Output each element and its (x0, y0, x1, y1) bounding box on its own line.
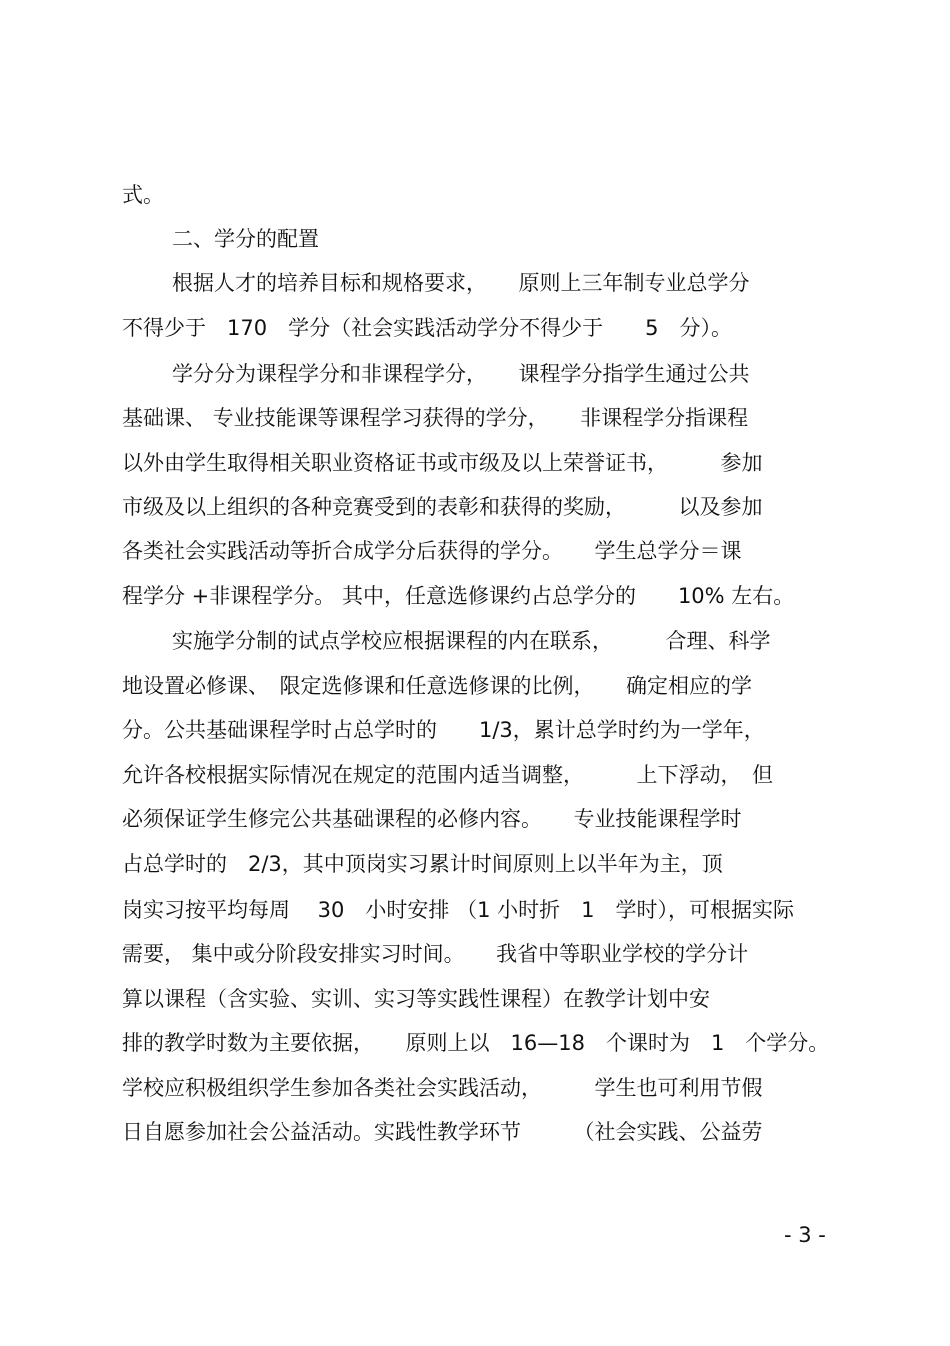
text-line: 程学分 +非课程学分。 其中，任意选修课约占总学分的 10% 左右。 (122, 584, 795, 608)
section-heading: 二、学分的配置 (172, 227, 319, 251)
text-line: 排的教学时数为主要依据， 原则上以 16—18 个课时为 1 个学分。 (122, 1031, 830, 1055)
page-number: - 3 - (784, 1223, 826, 1247)
text-line: 占总学时的 2/3，其中顶岗实习累计时间原则上以半年为主，顶 (122, 852, 723, 876)
text-line: 学分分为课程学分和非课程学分， 课程学分指学生通过公共 (172, 362, 750, 386)
text-line: 地设置必修课、 限定选修课和任意选修课的比例， 确定相应的学 (122, 674, 752, 698)
text-line: 算以课程（含实验、实训、实习等实践性课程）在教学计划中安 (122, 987, 710, 1011)
text-line: 必须保证学生修完公共基础课程的必修内容。 专业技能课程学时 (122, 807, 742, 831)
text-line: 岗实习按平均每周 30 小时安排 （1 小时折 1 学时），可根据实际 (122, 898, 794, 922)
text-line: 根据人才的培养目标和规格要求， 原则上三年制专业总学分 (172, 271, 750, 295)
text-line: 分。公共基础课程学时占总学时的 1/3，累计总学时约为一学年， (122, 718, 765, 742)
text-line: 学校应积极组织学生参加各类社会实践活动， 学生也可利用节假 (122, 1076, 763, 1100)
text-line: 日自愿参加社会公益活动。实践性教学环节 （社会实践、公益劳 (122, 1120, 763, 1144)
text-line: 实施学分制的试点学校应根据课程的内在联系， 合理、科学 (172, 629, 771, 653)
text-line: 以外由学生取得相关职业资格证书或市级及以上荣誉证书， 参加 (122, 451, 763, 475)
text-line: 需要， 集中或分阶段安排实习时间。 我省中等职业学校的学分计 (122, 942, 749, 966)
text-line: 允许各校根据实际情况在规定的范围内适当调整， 上下浮动， 但 (122, 763, 773, 787)
text-line: 基础课、 专业技能课等课程学习获得的学分， 非课程学分指课程 (122, 406, 749, 430)
text-line: 不得少于 170 学分（社会实践活动学分不得少于 5 分）。 (122, 316, 732, 340)
text-line: 市级及以上组织的各种竞赛受到的表彰和获得的奖励， 以及参加 (122, 495, 763, 519)
text-line: 各类社会实践活动等折合成学分后获得的学分。 学生总学分＝课 (122, 539, 742, 563)
text-line: 式。 (122, 183, 164, 207)
